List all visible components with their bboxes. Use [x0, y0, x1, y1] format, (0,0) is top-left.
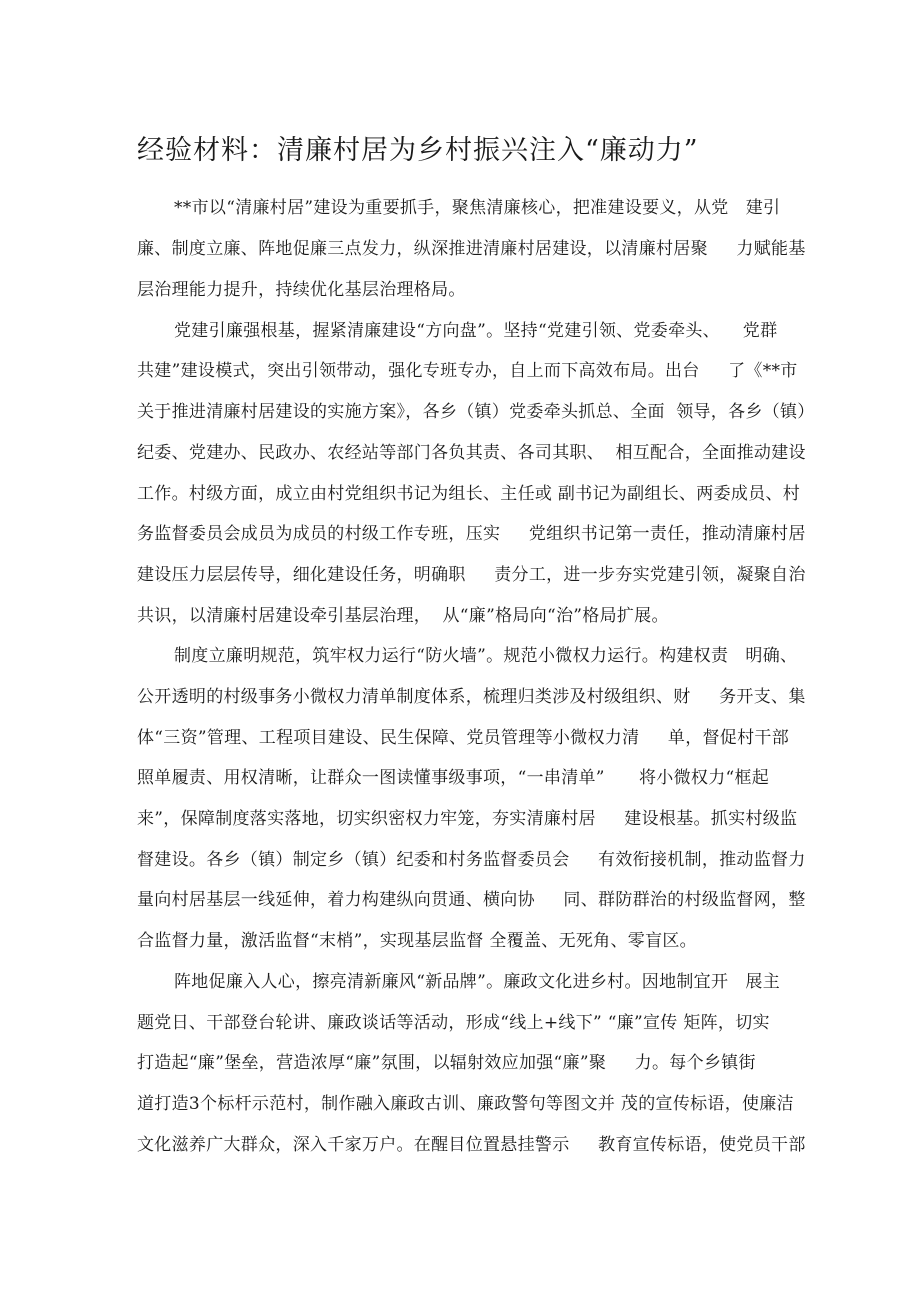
paragraph-line: 廉、制度立廉、阵地促廉三点发力，纵深推进清廉村居建设，以清廉村居聚 力赋能基 — [137, 239, 806, 259]
paragraph-line: 党建引廉强根基，握紧清廉建设“方向盘”。坚持“党建引领、党委牵头、 党群 — [174, 321, 778, 341]
paragraph-line: 关于推进清廉村居建设的实施方案》，各乡（镇）党委牵头抓总、全面 领导，各乡（镇） — [137, 402, 815, 422]
paragraph-line: 共识，以清廉村居建设牵引基层治理， 从“廉”格局向“治”格局扩展。 — [137, 606, 669, 626]
paragraph-line: 务监督委员会成员为成员的村级工作专班，压实 党组织书记第一责任，推动清廉村居 — [137, 524, 806, 544]
paragraph-line: 合监督力量，激活监督“末梢”，实现基层监督 全覆盖、无死角、零盲区。 — [137, 931, 697, 951]
paragraph-line: 文化滋养广大群众，深入千家万户。在醒目位置悬挂警示 教育宣传标语，使党员干部 — [137, 1135, 806, 1155]
paragraph-line: 题党日、干部登台轮讲、廉政谈话等活动，形成“线上+线下” “廉”宣传 矩阵，切实 — [137, 1013, 770, 1033]
paragraph-line: **市以“清廉村居”建设为重要抓手，聚焦清廉核心，把准建设要义，从党 建引 — [174, 198, 781, 218]
paragraph-line: 共建”建设模式，突出引领带动，强化专班专办，自上而下高效布局。出台 了《**市 — [137, 361, 798, 381]
paragraph-line: 量向村居基层一线延伸，着力构建纵向贯通、横向协 同、群防群治的村级监督网，整 — [137, 890, 806, 910]
paragraph-line: 制度立廉明规范，筑牢权力运行“防火墙”。规范小微权力运行。构建权责 明确、 — [174, 646, 798, 666]
paragraph-line: 层治理能力提升，持续优化基层治理格局。 — [137, 280, 466, 300]
paragraph-line: 公开透明的村级事务小微权力清单制度体系，梳理归类涉及村级组织、财 务开支、集 — [137, 687, 806, 707]
paragraph-line: 纪委、党建办、民政办、农经站等部门各负其责、各司其职、 相互配合，全面推动建设 — [137, 443, 806, 463]
paragraph-line: 建设压力层层传导，细化建设任务，明确职 责分工，进一步夯实党建引领，凝聚自治 — [137, 565, 806, 585]
paragraph-line: 阵地促廉入人心，擦亮清新廉风“新品牌”。廉政文化进乡村。因地制宜开 展主 — [174, 972, 780, 992]
paragraph-line: 照单履责、用权清晰，让群众一图读懂事级事项，“一串清单” 将小微权力“框起 — [137, 768, 770, 788]
paragraph-line: 来”，保障制度落实落地，切实织密权力牢笼，夯实清廉村居 建设根基。抓实村级监 — [137, 809, 798, 829]
paragraph-line: 工作。村级方面，成立由村党组织书记为组长、主任或 副书记为副组长、两委成员、村 — [137, 484, 801, 504]
paragraph-line: 体“三资”管理、工程项目建设、民生保障、党员管理等小微权力清 单，督促村干部 — [137, 728, 789, 748]
document-title: 经验材料：清廉村居为乡村振兴注入“廉动力” — [137, 135, 699, 166]
paragraph-line: 道打造3个标杆示范村，制作融入廉政古训、廉政警句等图文并 茂的宣传标语，使廉洁 — [137, 1094, 794, 1114]
paragraph-line: 打造起“廉”堡垒，营造浓厚“廉”氛围，以辐射效应加强“廉”聚 力。每个乡镇街 — [137, 1053, 756, 1073]
paragraph-line: 督建设。各乡（镇）制定乡（镇）纪委和村务监督委员会 有效衔接机制，推动监督力 — [137, 850, 806, 870]
